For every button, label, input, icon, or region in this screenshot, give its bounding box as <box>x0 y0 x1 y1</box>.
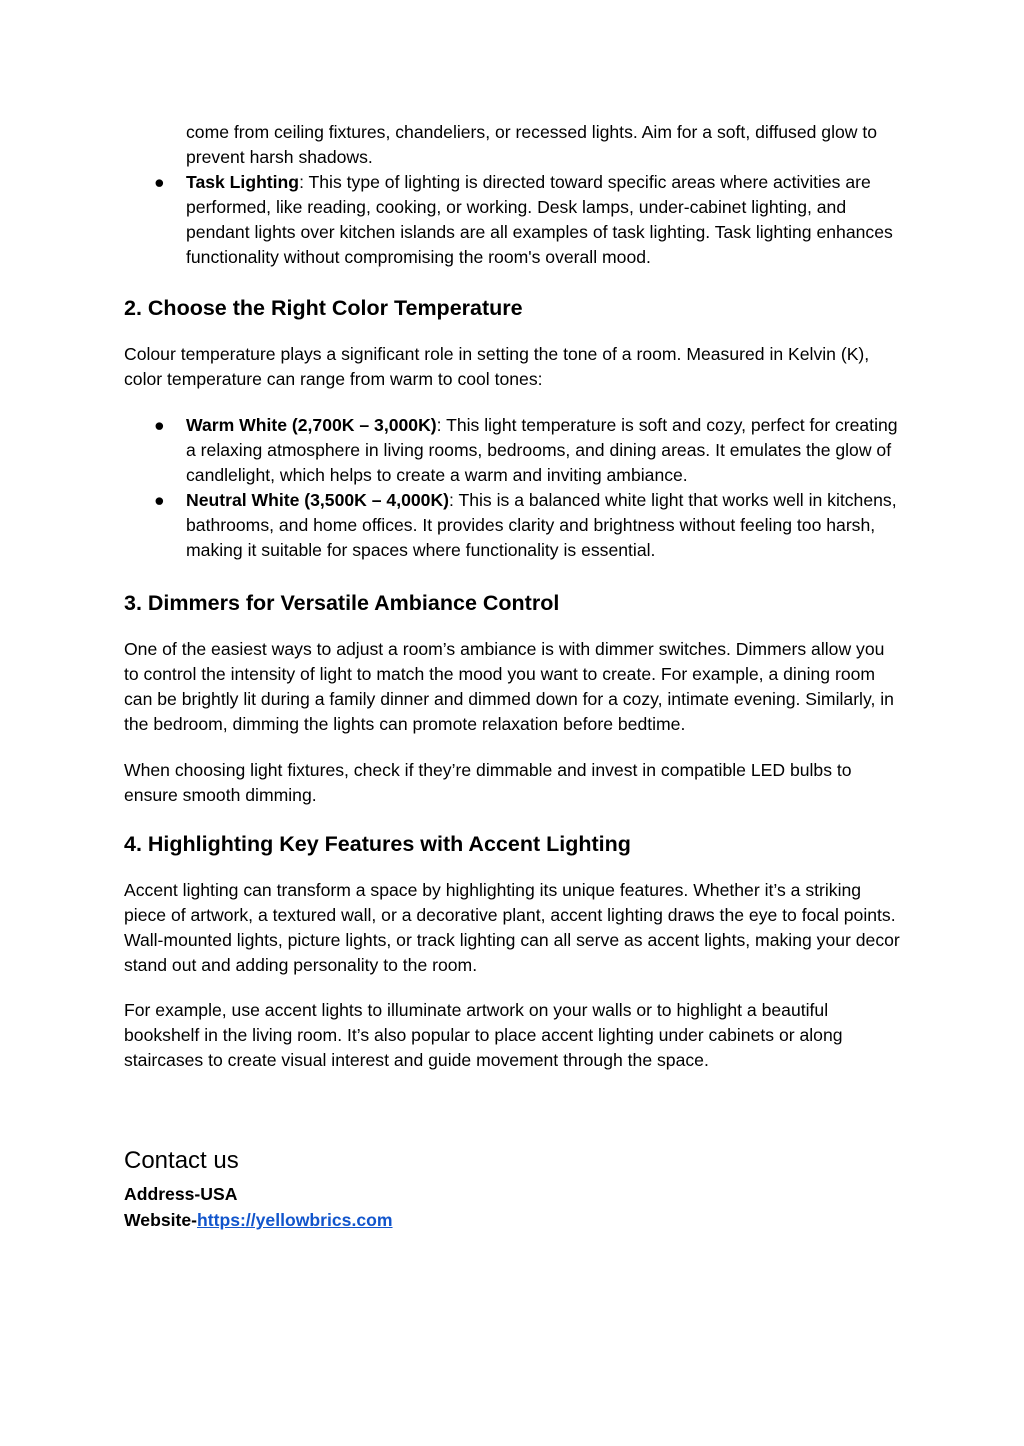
list-item-text: : This type of lighting is directed toward specific areas where activities are performed, like reading, cooking, or working. Desk lamps, under-cabinet lighting, and pendant lights over kitchen islands are all examples of task lighting. Task lighting enhances functionality without compromising the room's overall mood. <box>186 172 893 267</box>
section-paragraph: One of the easiest ways to adjust a room’s ambiance is with dimmer switches. Dimmers allow you to control the intensity of light to match the mood you want to create. For example, a dining room can be brightly lit during a family dinner and dimmed down for a cozy, intimate evening. Similarly, in the bedroom, dimming the lights can promote relaxation before bedtime. <box>124 639 894 734</box>
section-paragraph: For example, use accent lights to illuminate artwork on your walls or to highlight a beautiful bookshelf in the living room. It’s also popular to place accent lighting under cabinets or along staircases to create visual interest and guide movement through the space. <box>124 1000 843 1070</box>
list-item-term: Warm White (2,700K – 3,000K) <box>186 415 437 435</box>
contact-heading: Contact us <box>124 1147 239 1174</box>
list-item-term: Task Lighting <box>186 172 300 192</box>
list-item-text: : This is a balanced white light that works well in kitchens, bathrooms, and home offices. It provides clarity and brightness without feeling too harsh, making it suitable for spaces where functionality is essential. <box>186 490 897 560</box>
contact-address: Address-USA <box>124 1184 238 1204</box>
section-heading-accent-lighting: 4. Highlighting Key Features with Accent Lighting <box>124 832 631 856</box>
document-page <box>124 120 902 1233</box>
website-label: Website- <box>124 1210 197 1230</box>
task-lighting-list <box>124 170 902 270</box>
bullet-icon: ● <box>154 415 165 435</box>
list-item-task-lighting <box>124 170 902 270</box>
section-heading-dimmers: 3. Dimmers for Versatile Ambiance Control <box>124 591 560 615</box>
bullet-icon: ● <box>154 490 165 510</box>
intro-continuation: come from ceiling fixtures, chandeliers, or recessed lights. Aim for a soft, diffused glow to prevent harsh shadows. <box>186 122 878 167</box>
list-item-warm-white <box>124 413 902 488</box>
list-item-neutral-white <box>124 488 902 563</box>
contact-website <box>124 1207 902 1233</box>
section-paragraph: When choosing light fixtures, check if they’re dimmable and invest in compatible LED bulbs to ensure smooth dimming. <box>124 760 852 805</box>
list-item-term: Neutral White (3,500K – 4,000K) <box>186 490 450 510</box>
website-link[interactable]: https://yellowbrics.com <box>197 1210 393 1230</box>
section-heading-color-temperature: 2. Choose the Right Color Temperature <box>124 296 523 320</box>
bullet-icon: ● <box>154 172 165 192</box>
color-temperature-list <box>124 413 902 563</box>
section-paragraph: Colour temperature plays a significant role in setting the tone of a room. Measured in Kelvin (K), color temperature can range from warm to cool tones: <box>124 344 870 389</box>
section-paragraph: Accent lighting can transform a space by highlighting its unique features. Whether it’s a striking piece of artwork, a textured wall, or a decorative plant, accent lighting draws the eye to focal points. Wall-mounted lights, picture lights, or track lighting can all serve as accent lights, making your decor stand out and adding personality to the room. <box>124 880 900 975</box>
list-item-text: : This light temperature is soft and cozy, perfect for creating a relaxing atmosphere in living rooms, bedrooms, and dining areas. It emulates the glow of candlelight, which helps to create a warm and inviting ambiance. <box>186 415 898 485</box>
